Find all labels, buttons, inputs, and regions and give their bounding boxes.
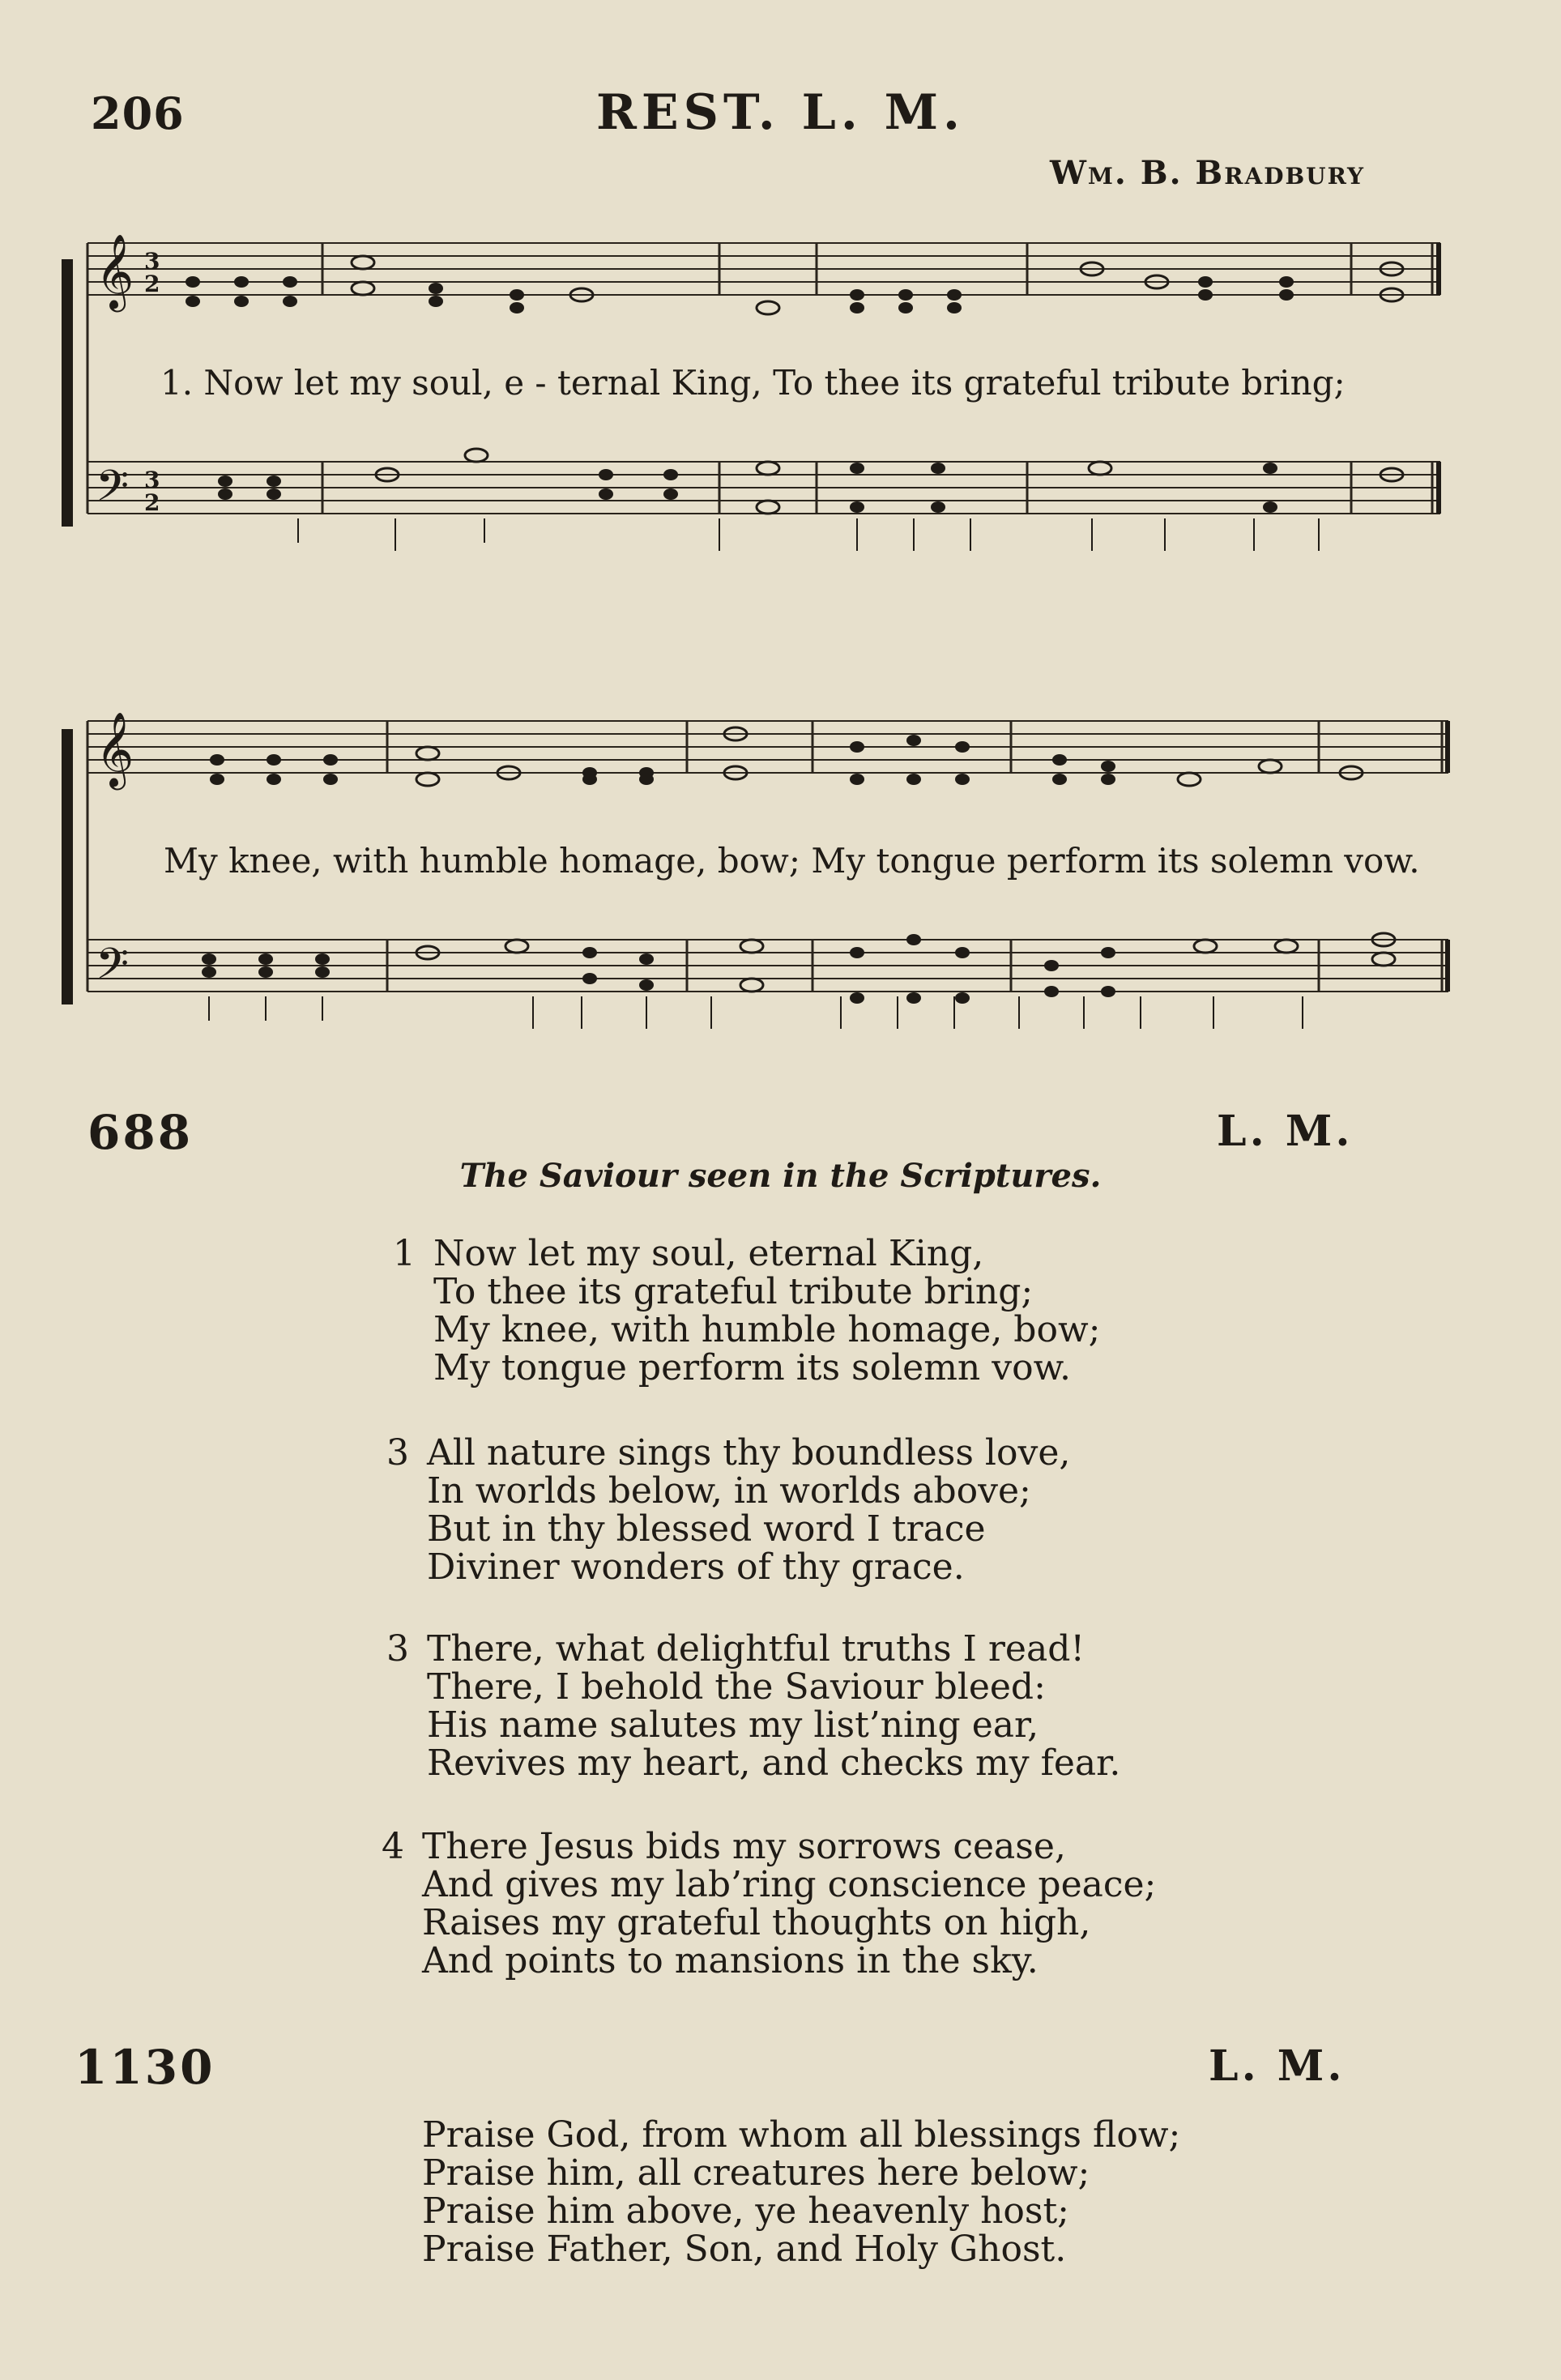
stanza-line: All nature sings thy boundless love, (427, 1432, 1071, 1474)
hymn-number-688: 688 (87, 1105, 194, 1160)
stanza-line: There, what delightful truths I read! (427, 1628, 1085, 1670)
stanza-line: There Jesus bids my sorrows cease, (422, 1826, 1066, 1867)
page-number: 206 (91, 87, 185, 139)
hymn-meter-1130: L. M. (1209, 2041, 1346, 2091)
svg-text:𝄞: 𝄞 (96, 711, 134, 787)
hymn-meter-688: L. M. (1217, 1107, 1354, 1156)
composer-credit: Wm. B. Bradbury (1050, 154, 1365, 192)
hymn-number-1130: 1130 (75, 2040, 215, 2095)
stanza-line: There, I behold the Saviour bleed: (427, 1666, 1046, 1708)
stanza-line: My knee, with humble homage, bow; (433, 1309, 1101, 1350)
stanza-line: And points to mansions in the sky. (422, 1940, 1039, 1981)
lyric-line-1: 1. Now let my soul, e - ternal King, To thee its grateful tribute bring; (160, 363, 1346, 403)
svg-text:𝄢: 𝄢 (96, 462, 130, 522)
stanza-line: His name salutes my list’ning ear, (427, 1704, 1039, 1746)
stanza-number: 3 (386, 1432, 409, 1474)
svg-text:3: 3 (144, 248, 160, 275)
svg-text:3: 3 (144, 467, 160, 493)
stanza-line: Raises my grateful thoughts on high, (422, 1902, 1091, 1943)
stanza-line: Revives my heart, and checks my fear. (427, 1742, 1121, 1784)
stanza-line: But in thy blessed word I trace (427, 1508, 986, 1550)
stanza-line: In worlds below, in worlds above; (427, 1470, 1031, 1512)
doxology-line: Praise Father, Son, and Holy Ghost. (422, 2229, 1067, 2270)
stanza-line: Now let my soul, eternal King, (433, 1233, 984, 1274)
doxology-line: Praise him above, ye heavenly host; (422, 2190, 1069, 2232)
svg-text:𝄞: 𝄞 (96, 233, 134, 309)
stanza-number: 3 (386, 1628, 409, 1670)
stanza-number: 4 (382, 1826, 404, 1867)
tune-title: REST. L. M. (596, 84, 965, 141)
stanza-2 (386, 1432, 1071, 1588)
stanza-line: Diviner wonders of thy grace. (427, 1546, 965, 1588)
doxology-line: Praise God, from whom all blessings flow; (422, 2114, 1181, 2156)
stanza-3 (386, 1628, 1121, 1784)
doxology-line: Praise him, all creatures here below; (422, 2152, 1090, 2194)
svg-text:2: 2 (144, 489, 160, 516)
hymn-subtitle-688: The Saviour seen in the Scriptures. (459, 1157, 1102, 1195)
stanza-line: And gives my lab’ring conscience peace; (422, 1864, 1157, 1905)
stanza-line: My tongue perform its solemn vow. (433, 1347, 1072, 1388)
svg-text:𝄢: 𝄢 (96, 940, 130, 1000)
doxology (422, 2116, 1180, 2268)
svg-text:2: 2 (144, 271, 160, 297)
lyric-line-2: My knee, with humble homage, bow; My tongue perform its solemn vow. (164, 841, 1420, 881)
stanza-number: 1 (393, 1233, 416, 1274)
stanza-1 (393, 1233, 1101, 1388)
stanza-4 (382, 1826, 1157, 1981)
stanza-line: To thee its grateful tribute bring; (433, 1271, 1034, 1312)
